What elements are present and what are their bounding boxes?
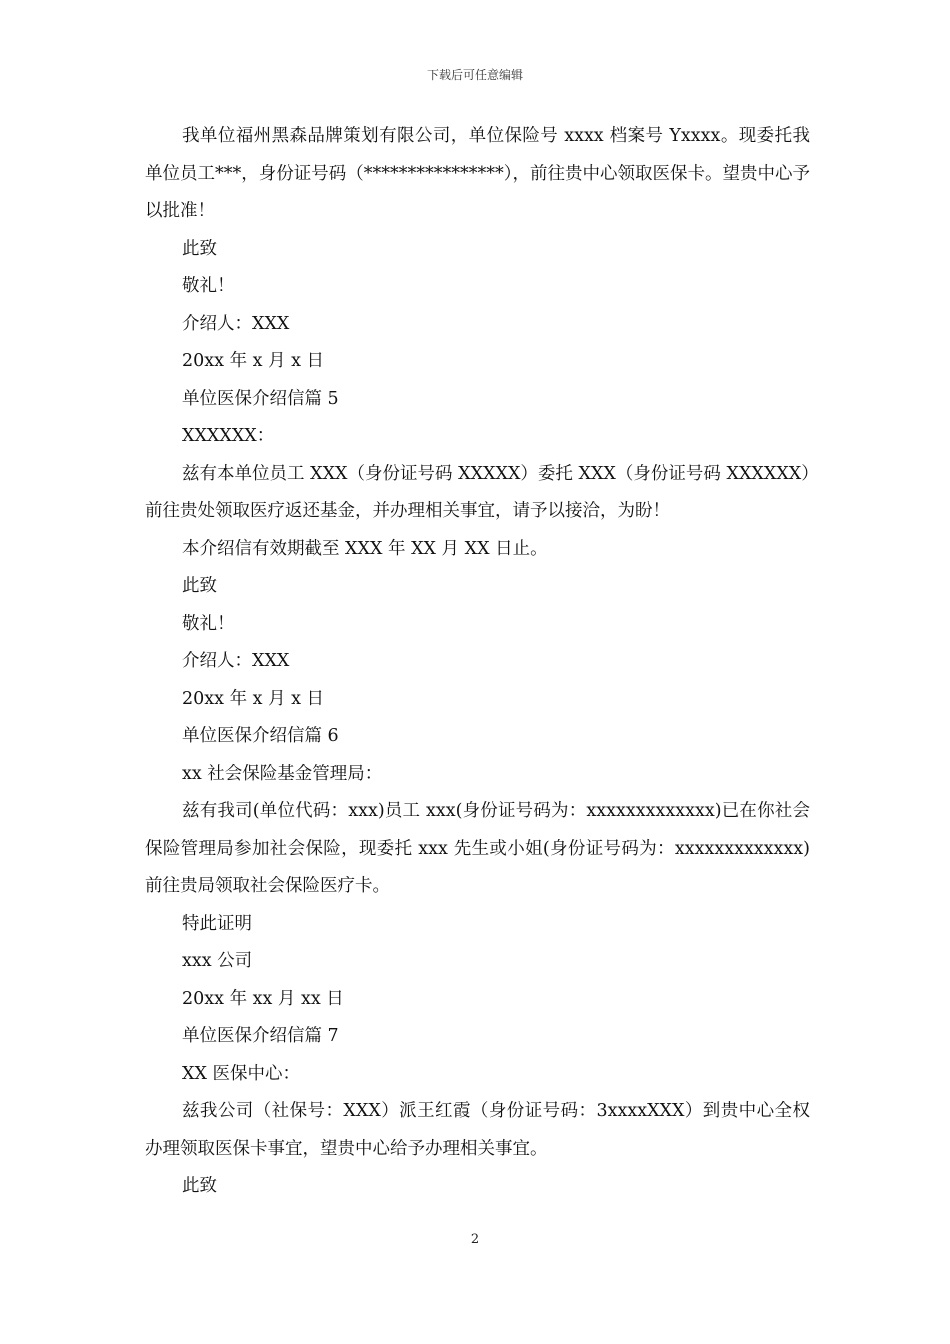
paragraph: 敬礼！ bbox=[182, 613, 235, 634]
paragraph: 本介绍信有效期截至 XXX 年 XX 月 XX 日止。 bbox=[182, 538, 548, 559]
paragraph: 兹有本单位员工 XXX（身份证号码 XXXXX）委托 XXX（身份证号码 XXXXXX）前往贵处领取医疗返还基金，并办理相关事宜，请予以接洽，为盼！ bbox=[145, 463, 810, 521]
paragraph: xxx 公司 bbox=[182, 951, 253, 971]
paragraph: 此致 bbox=[182, 576, 217, 596]
paragraph: 介绍人：XXX bbox=[182, 313, 290, 334]
paragraph: 我单位福州黑森品牌策划有限公司，单位保险号 xxxx 档案号 Yxxxx。现委托我单位员工***，身份证号码（****************），前往贵中心领取医保卡。望贵中心予以批准！ bbox=[145, 126, 810, 221]
paragraph: 兹我公司（社保号：XXX）派王红霞（身份证号码：3xxxxXXX）到贵中心全权办理领取医保卡事宜，望贵中心给予办理相关事宜。 bbox=[145, 1101, 810, 1159]
paragraph: 介绍人：XXX bbox=[182, 651, 290, 671]
paragraph: XXXXXX： bbox=[182, 426, 275, 446]
page-number: 2 bbox=[470, 1232, 480, 1247]
section-heading: 单位医保介绍信篇 5 bbox=[182, 388, 339, 409]
document-body bbox=[145, 118, 810, 1206]
section-heading: 单位医保介绍信篇 6 bbox=[182, 726, 339, 746]
paragraph: 20xx 年 xx 月 xx 日 bbox=[182, 988, 344, 1009]
page-header-note: 下载后可任意编辑 bbox=[426, 68, 523, 82]
section-heading: 单位医保介绍信篇 7 bbox=[182, 1026, 339, 1046]
paragraph: xx 社会保险基金管理局： bbox=[182, 763, 383, 784]
paragraph: 此致 bbox=[182, 1176, 217, 1196]
paragraph: 20xx 年 x 月 x 日 bbox=[182, 688, 325, 709]
paragraph: 20xx 年 x 月 x 日 bbox=[182, 351, 325, 371]
paragraph: 特此证明 bbox=[182, 913, 252, 934]
paragraph: 此致 bbox=[182, 238, 217, 259]
paragraph: XX 医保中心： bbox=[182, 1063, 300, 1084]
paragraph: 敬礼！ bbox=[182, 276, 235, 296]
paragraph: 兹有我司(单位代码：xxx)员工 xxx(身份证号码为：xxxxxxxxxxxxx)已在你社会保险管理局参加社会保险，现委托 xxx 先生或小姐(身份证号码为：xxxxxxxxxxxxx)前往贵局领取社会保险医疗卡。 bbox=[145, 801, 810, 896]
